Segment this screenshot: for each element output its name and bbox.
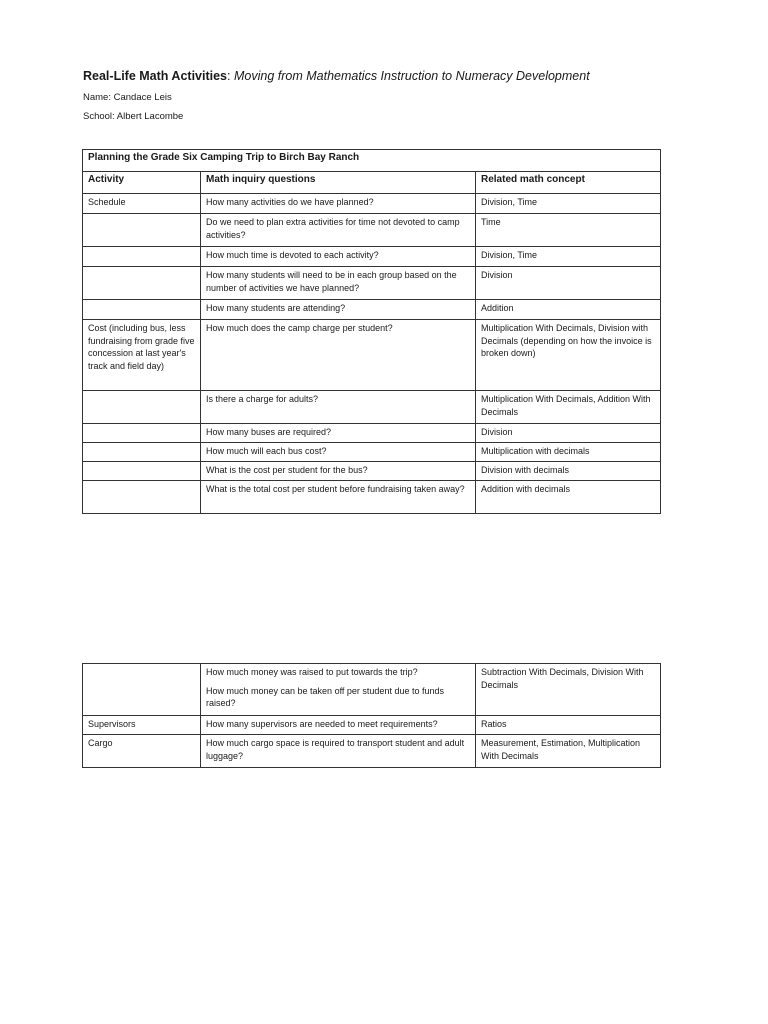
planning-table (82, 149, 661, 514)
question-text: How much money can be taken off per student due to funds raised? (206, 685, 444, 708)
table-row (83, 267, 661, 300)
activity-cell: Cost (including bus, less fundraising from grade five concession at last year's track and field day) (83, 320, 201, 391)
question-cell: Do we need to plan extra activities for time not devoted to camp activities? (201, 214, 476, 247)
header-activity: Activity (83, 172, 201, 194)
activity-cell (83, 462, 201, 481)
table-row (83, 391, 661, 424)
question-cell: How much will each bus cost? (201, 443, 476, 462)
question-cell (201, 664, 476, 716)
header-concept: Related math concept (476, 172, 661, 194)
question-cell: How many supervisors are needed to meet requirements? (201, 716, 476, 735)
title-main: Real-Life Math Activities (83, 69, 228, 83)
question-cell: What is the total cost per student before fundraising taken away? (201, 481, 476, 514)
author-name: Name: Candace Leis (83, 92, 172, 103)
activity-cell: Supervisors (83, 716, 201, 735)
table-row (83, 194, 661, 214)
school-name: School: Albert Lacombe (83, 111, 184, 122)
table-row (83, 735, 661, 768)
question-cell: How much does the camp charge per student? (201, 320, 476, 391)
table-row (83, 481, 661, 514)
table-row (83, 300, 661, 320)
planning-table-continued (82, 663, 661, 768)
question-cell: How much time is devoted to each activity? (201, 247, 476, 267)
title-subtitle: Moving from Mathematics Instruction to Numeracy Development (233, 69, 590, 83)
activity-cell (83, 391, 201, 424)
concept-cell: Division, Time (476, 247, 661, 267)
question-text: How much money was raised to put towards the trip? (206, 667, 418, 677)
activity-cell (83, 481, 201, 514)
concept-cell: Multiplication With Decimals, Addition With Decimals (476, 391, 661, 424)
table-row (83, 462, 661, 481)
table-header-row (83, 172, 661, 194)
question-cell: How much cargo space is required to transport student and adult luggage? (201, 735, 476, 768)
activity-cell (83, 300, 201, 320)
document-title (83, 69, 590, 83)
concept-cell: Division (476, 424, 661, 443)
activity-cell (83, 247, 201, 267)
concept-cell: Ratios (476, 716, 661, 735)
table-row (83, 443, 661, 462)
table-row (83, 664, 661, 716)
activity-cell: Cargo (83, 735, 201, 768)
title-colon: : (227, 69, 231, 83)
concept-cell: Division (476, 267, 661, 300)
table-row (83, 424, 661, 443)
activity-cell (83, 267, 201, 300)
activity-cell (83, 424, 201, 443)
question-cell: How many students are attending? (201, 300, 476, 320)
question-cell: Is there a charge for adults? (201, 391, 476, 424)
concept-cell: Addition with decimals (476, 481, 661, 514)
concept-cell: Multiplication with decimals (476, 443, 661, 462)
concept-cell: Measurement, Estimation, Multiplication With Decimals (476, 735, 661, 768)
question-cell: How many students will need to be in each group based on the number of activities we have planned? (201, 267, 476, 300)
concept-cell: Time (476, 214, 661, 247)
question-cell: What is the cost per student for the bus? (201, 462, 476, 481)
concept-cell: Division with decimals (476, 462, 661, 481)
activity-cell: Schedule (83, 194, 201, 214)
concept-cell: Addition (476, 300, 661, 320)
activity-cell (83, 443, 201, 462)
concept-cell: Division, Time (476, 194, 661, 214)
table-caption-row (83, 150, 661, 172)
activity-cell (83, 214, 201, 247)
table-row (83, 716, 661, 735)
table-row (83, 247, 661, 267)
table-row (83, 214, 661, 247)
table-row (83, 320, 661, 391)
question-cell: How many buses are required? (201, 424, 476, 443)
question-cell: How many activities do we have planned? (201, 194, 476, 214)
header-questions: Math inquiry questions (201, 172, 476, 194)
table-caption: Planning the Grade Six Camping Trip to Birch Bay Ranch (83, 150, 661, 172)
concept-cell: Subtraction With Decimals, Division With Decimals (476, 664, 661, 716)
activity-cell (83, 664, 201, 716)
concept-cell: Multiplication With Decimals, Division with Decimals (depending on how the invoice is broken down) (476, 320, 661, 391)
